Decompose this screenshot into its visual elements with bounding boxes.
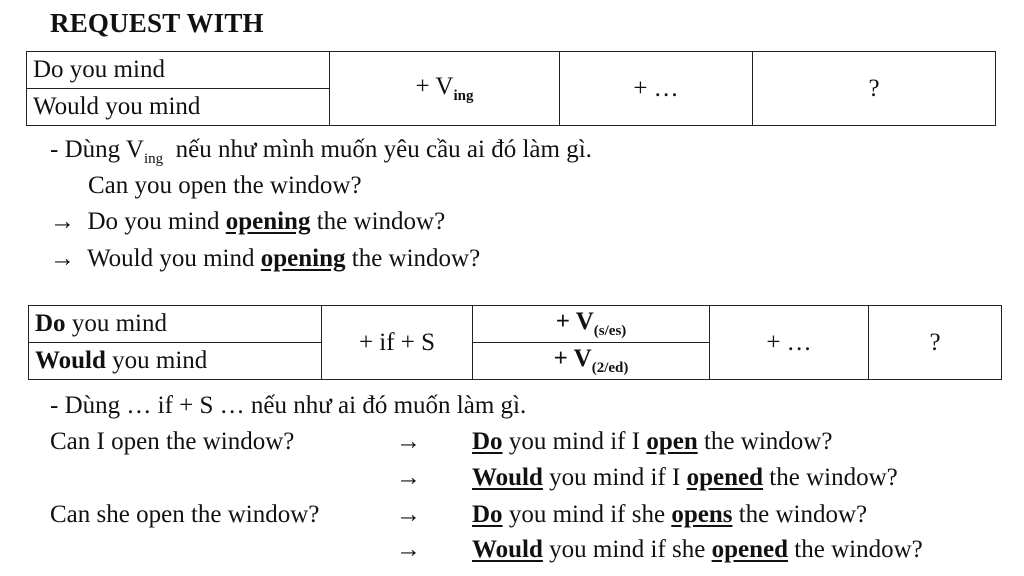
ex2-part-c: the window?	[351, 245, 481, 272]
section2-answer-2	[472, 464, 898, 492]
table-request-ving	[26, 51, 996, 126]
section2-question-2: Can she open the window?	[50, 501, 320, 528]
section2-note: - Dùng … if + S … nếu như ai đó muốn làm gì.	[50, 392, 527, 419]
a3-w3: opens	[671, 501, 733, 528]
table2-col3-top-main: + V	[555, 308, 594, 335]
page-title: REQUEST WITH	[50, 8, 264, 38]
table2-col4: + …	[710, 306, 869, 380]
a2-w3: opened	[686, 464, 764, 491]
section1-note-prefix: - Dùng V	[50, 136, 144, 163]
table2-col3-top	[473, 306, 710, 343]
table2-row1-rest: you mind	[71, 310, 167, 337]
a4-w4: the window?	[794, 536, 923, 563]
arrow-icon: →	[396, 536, 421, 563]
a2-w2: you mind if I	[549, 464, 681, 491]
ex2-part-b: opening	[260, 245, 346, 272]
a2-w1: Would	[472, 464, 543, 491]
arrow-icon: →	[396, 428, 421, 455]
table2-col3-top-sub: (s/es)	[593, 323, 627, 339]
a3-w2: you mind if she	[508, 501, 666, 528]
table2-col2: + if + S	[322, 306, 473, 380]
a1-w1: Do	[472, 428, 503, 455]
section2-question-1: Can I open the window?	[50, 428, 295, 455]
table2-row1-bold: Do	[35, 310, 66, 337]
table-request-if	[28, 305, 1002, 380]
ex2-part-a: Would you mind	[87, 245, 255, 272]
table2-row1	[29, 306, 322, 343]
arrow-icon: →	[396, 464, 421, 491]
a4-w2: you mind if she	[549, 536, 706, 563]
section1-example-1	[50, 208, 445, 236]
a4-w3: opened	[711, 536, 789, 563]
section1-example-2	[50, 245, 480, 273]
table1-col2-sub: ing	[453, 87, 474, 104]
section1-note-sub: ing	[143, 151, 164, 167]
section1-note-suffix: nếu như mình muốn yêu cầu ai đó làm gì.	[175, 136, 592, 163]
table1-col3: + …	[560, 52, 753, 126]
section2-answer-4	[472, 536, 923, 564]
table2-col3-bot-sub: (2/ed)	[591, 360, 629, 376]
a3-w4: the window?	[738, 501, 868, 528]
table1-col2	[330, 52, 560, 126]
a1-w2: you mind if I	[508, 428, 641, 455]
table2-col3-bottom	[473, 343, 710, 380]
table2-row2-bold: Would	[35, 347, 106, 374]
table1-col2-main: + V	[415, 72, 454, 100]
a2-w4: the window?	[769, 464, 898, 491]
section1-note	[50, 136, 592, 168]
a1-w3: open	[646, 428, 698, 455]
section2-answer-1	[472, 428, 832, 456]
arrow-icon: →	[50, 245, 75, 272]
a1-w4: the window?	[703, 428, 833, 455]
a3-w1: Do	[472, 501, 503, 528]
ex1-part-a: Do you mind	[87, 208, 220, 235]
ex1-part-b: opening	[225, 208, 311, 235]
arrow-icon: →	[396, 501, 421, 528]
table1-col4: ?	[753, 52, 996, 126]
ex1-part-c: the window?	[316, 208, 446, 235]
section2-answer-3	[472, 501, 867, 529]
section1-example: Can you open the window?	[88, 172, 362, 199]
table2-row2-rest: you mind	[112, 347, 208, 374]
table2-col5: ?	[869, 306, 1002, 380]
arrow-icon: →	[50, 208, 75, 235]
table2-col3-bot-main: + V	[553, 345, 592, 372]
table1-row2: Would you mind	[27, 89, 330, 126]
table1-row1: Do you mind	[27, 52, 330, 89]
table2-row2	[29, 343, 322, 380]
a4-w1: Would	[472, 536, 543, 563]
